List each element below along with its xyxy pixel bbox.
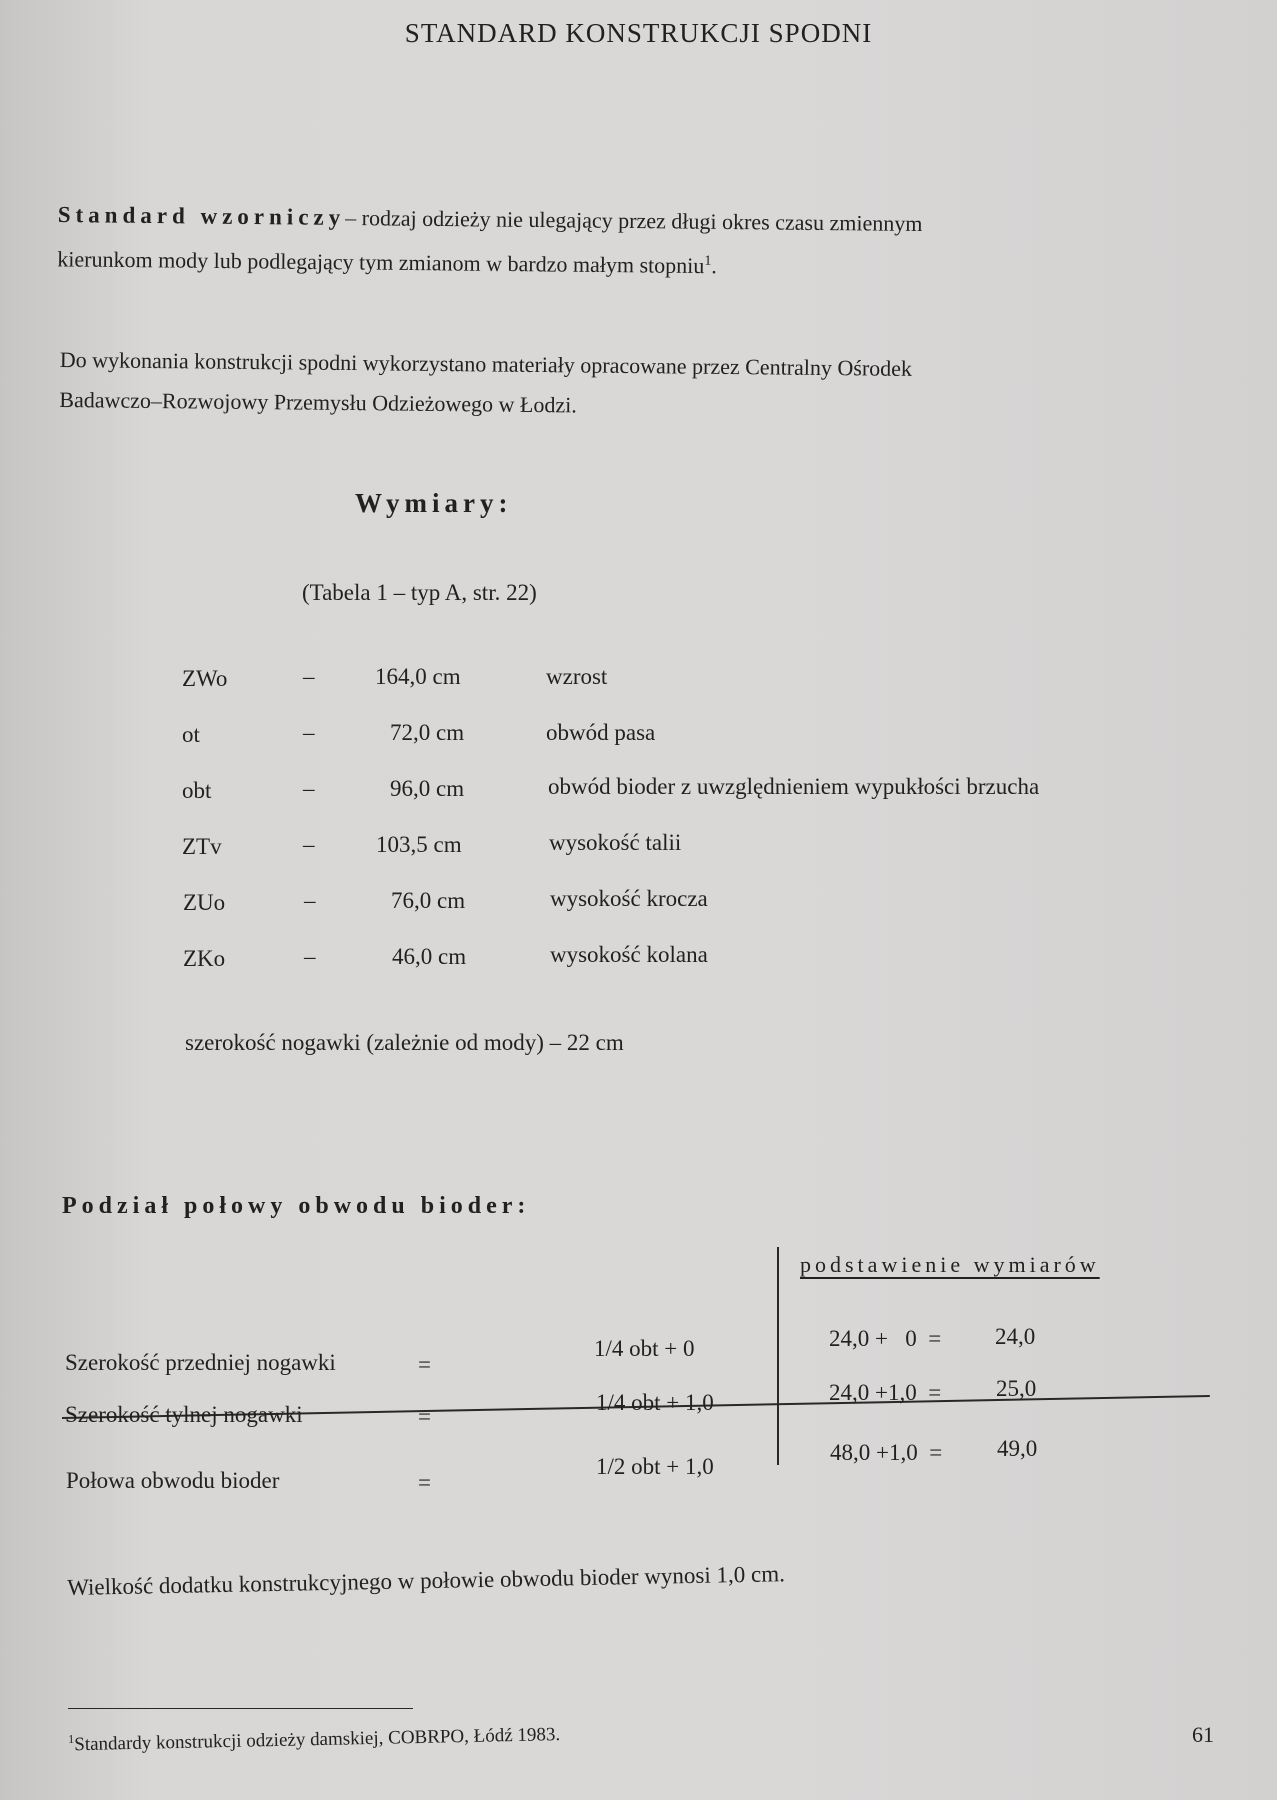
footnote-marker: 1 <box>68 1731 75 1746</box>
measurement-value: 96,0 cm <box>390 776 465 801</box>
hip-row-substitution: 24,0 +1,0 = <box>829 1380 942 1405</box>
measurement-dash: – <box>303 832 315 857</box>
measurement-description: obwód pasa <box>546 720 656 745</box>
measurements-heading: Wymiary: <box>355 488 513 518</box>
leg-width-note: szerokość nogawki (zależnie od mody) – 22 cm <box>185 1030 624 1055</box>
source-paragraph <box>59 340 912 429</box>
measurement-symbol: obt <box>182 778 212 803</box>
page-header: STANDARD KONSTRUKCJI SPODNI <box>404 18 873 48</box>
measurement-dash: – <box>303 664 315 689</box>
measurement-value: 103,5 cm <box>376 832 462 857</box>
measurement-symbol: ZUo <box>183 890 226 915</box>
construction-allowance-note: Wielkość dodatku konstrukcyjnego w połowie obwodu bioder wynosi 1,0 cm. <box>67 1561 786 1600</box>
source-line-1: Do wykonania konstrukcji spodni wykorzystano materiały opracowane przez Centralny Ośrodek <box>59 346 913 381</box>
measurement-symbol: ZTv <box>182 834 222 859</box>
hip-row-result: 24,0 <box>995 1324 1036 1349</box>
hip-row-label: Szerokość tylnej nogawki <box>65 1402 303 1427</box>
hip-row-result: 25,0 <box>996 1376 1037 1401</box>
definition-end: . <box>711 253 717 279</box>
hip-row-formula: 1/4 obt + 0 <box>594 1336 695 1361</box>
substitution-header: podstawienie wymiarów <box>800 1252 1100 1277</box>
hip-row-label: Szerokość przedniej nogawki <box>65 1350 336 1375</box>
hip-row-eq: = <box>418 1352 431 1377</box>
source-line-2: Badawczo–Rozwojowy Przemysłu Odzieżowego w Łodzi. <box>59 386 577 418</box>
definition-paragraph <box>57 195 923 288</box>
measurement-dash: – <box>303 776 315 801</box>
measurement-value: 46,0 cm <box>392 944 467 969</box>
measurement-description: wysokość kolana <box>550 942 708 967</box>
hip-row-eq: = <box>418 1470 431 1495</box>
measurement-dash: – <box>303 720 315 745</box>
hip-row-formula: 1/2 obt + 1,0 <box>596 1454 714 1479</box>
definition-line-2: kierunkom mody lub podlegający tym zmianom w bardzo małym stopniu <box>57 246 705 279</box>
hip-row-result: 49,0 <box>997 1436 1038 1461</box>
measurement-dash: – <box>304 944 316 969</box>
hip-row-substitution: 48,0 +1,0 = <box>830 1440 943 1465</box>
hip-row-formula: 1/4 obt + 1,0 <box>596 1390 714 1415</box>
measurement-value: 72,0 cm <box>390 720 465 745</box>
definition-line-1: – rodzaj odzieży nie ulegający przez długi okres czasu zmiennym <box>345 205 923 237</box>
page-number: 61 <box>1192 1722 1214 1747</box>
hip-row-eq: = <box>418 1404 431 1429</box>
measurement-value: 164,0 cm <box>375 664 461 689</box>
vertical-divider <box>777 1247 779 1465</box>
hip-row-substitution: 24,0 + 0 = <box>829 1326 942 1351</box>
hip-division-heading: Podział połowy obwodu bioder: <box>62 1193 531 1219</box>
measurement-symbol: ZWo <box>182 666 228 691</box>
measurement-value: 76,0 cm <box>391 888 466 913</box>
definition-term: Standard wzorniczy <box>57 201 346 231</box>
measurement-dash: – <box>304 888 316 913</box>
measurement-description: wzrost <box>546 664 608 689</box>
footnote-separator <box>68 1708 413 1709</box>
measurement-symbol: ZKo <box>183 946 226 971</box>
footnote-text: Standardy konstrukcji odzieży damskiej, COBRPO, Łódź 1983. <box>74 1724 561 1756</box>
measurement-symbol: ot <box>182 722 200 747</box>
measurement-description: wysokość krocza <box>550 886 708 911</box>
measurement-description: obwód bioder z uwzględnieniem wypukłości brzucha <box>548 774 1040 799</box>
measurement-description: wysokość talii <box>549 830 682 855</box>
hip-row-label: Połowa obwodu bioder <box>66 1468 280 1493</box>
table-reference: (Tabela 1 – typ A, str. 22) <box>302 580 537 605</box>
footnote <box>68 1722 560 1757</box>
footnote-reference: 1 <box>704 253 712 269</box>
